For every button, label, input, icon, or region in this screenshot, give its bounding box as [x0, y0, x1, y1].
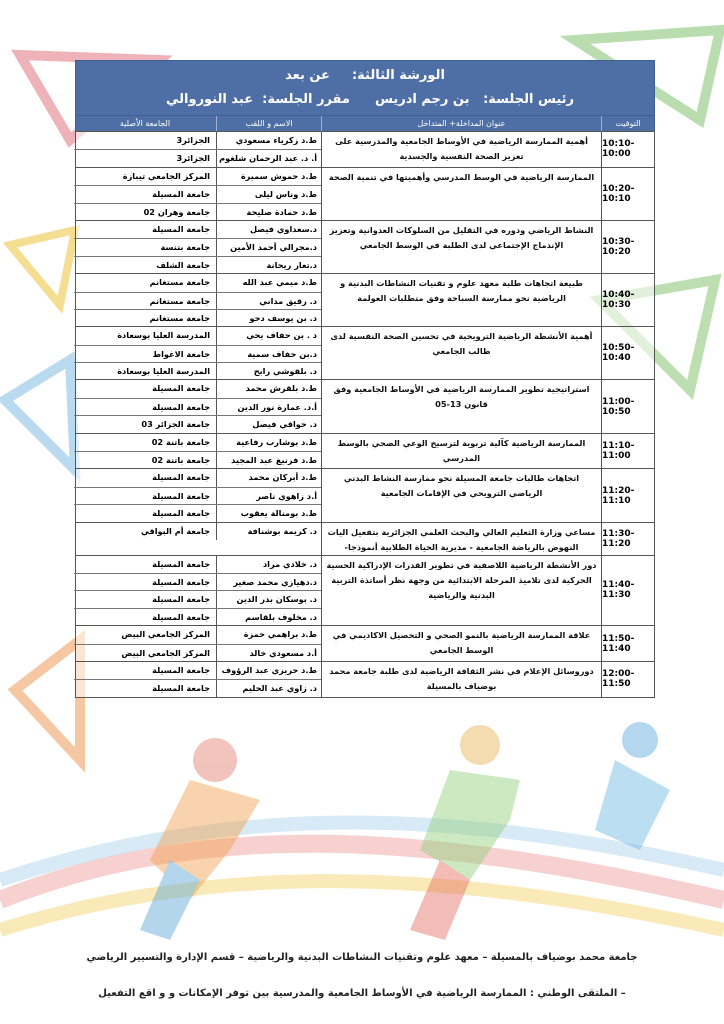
presenter-name: ط.د حريزي عبد الرؤوف: [216, 662, 321, 679]
presenter-university: جامعة المسيلة: [152, 401, 210, 412]
presenter-university: جامعة المسيلة: [152, 683, 210, 694]
presenter-name: د. كريمة بوشنافة: [216, 523, 321, 540]
session-time: 11:40-11:30: [601, 556, 654, 626]
presenter-row: [74, 487, 321, 504]
presenter-university: جامعة المسيلة: [152, 558, 210, 569]
session-title: دوروسائل الإعلام في نشر الثقافة الرياضية لدى طلبة جامعة محمد بوضياف بالمسيلة: [321, 662, 601, 697]
presenter-name: د.دهيازي محمد صغير: [216, 574, 321, 590]
session-row: [76, 379, 654, 432]
presenter-row: [74, 149, 321, 166]
presenter-name: ط.د بلقرش محمد: [216, 380, 321, 397]
presenter-row: [74, 451, 321, 468]
presenter-row: [74, 309, 321, 326]
session-title: استراتيجية تطوير الممارسة الرياضية في الأوساط الجامعية وفق قانون 13-05: [321, 380, 601, 432]
session-presenters: [74, 380, 321, 432]
decor-ribbon-yellow: [0, 881, 724, 930]
session-row: [76, 273, 654, 326]
session-time: 11:10-11:00: [601, 434, 654, 469]
col-header-university: الجامعة الأصلية: [119, 119, 171, 128]
presenter-university: جامعة المسيلة: [152, 508, 210, 519]
presenter-row: [74, 573, 321, 590]
session-row: [76, 167, 654, 220]
decor-athlete-center: [410, 725, 520, 940]
session-time: 10:20-10:10: [601, 168, 654, 220]
presenter-university: المركز الجامعي تيبازة: [122, 170, 210, 181]
presenter-university: جامعة مستغانم: [149, 295, 210, 306]
presenter-university: الجزائر3: [176, 135, 210, 145]
session-row: [76, 468, 654, 521]
presenter-university: جامعة أم البواقي: [141, 525, 210, 536]
session-row: [76, 522, 654, 555]
session-title: الممارسة الرياضية في الوسط المدرسي وأهميتها في تنمية الصحة: [321, 168, 601, 220]
decor-athlete-right: [595, 722, 670, 850]
session-time: 11:30-11:20: [601, 523, 654, 555]
presenter-row: [74, 662, 321, 679]
presenter-name: أ.د زاهوي ناصر: [216, 488, 321, 504]
presenter-row: [74, 327, 321, 344]
session-presenters: [74, 556, 321, 626]
presenter-university: جامعة المسيلة: [152, 576, 210, 587]
presenter-row: [74, 608, 321, 625]
presenter-name: ط.د بومنالة يعقوب: [216, 505, 321, 521]
presenter-name: أ.د. عمارة نور الدين: [216, 399, 321, 415]
decor-ribbon-red: [0, 844, 724, 900]
presenter-name: أ.د مسعودي خالد: [216, 645, 321, 661]
presenter-name: ط.د براهمي حمزة: [216, 626, 321, 643]
presenter-name: د.سعداوي فيصل: [216, 221, 321, 238]
session-presenters: [74, 168, 321, 220]
session-time: 10:30-10:20: [601, 221, 654, 273]
session-presenters: [74, 662, 321, 697]
session-presenters: [74, 274, 321, 326]
presenter-university: جامعة المسيلة: [152, 664, 210, 675]
presenter-university: المركز الجامعي البيض: [121, 647, 210, 658]
col-header-name: الاسم و اللقب: [216, 116, 321, 131]
presenter-row: [74, 504, 321, 521]
presenter-row: [74, 132, 321, 149]
presenter-university: جامعة المسيلة: [152, 594, 210, 605]
presenter-name: ط.د فرنيغ عبد المجيد: [216, 452, 321, 468]
presenter-name: د. بن يوسف دحو: [216, 310, 321, 326]
session-presenters: [74, 434, 321, 469]
session-title: الممارسة الرياضية كآلية تربوية لترسيخ الوعي الصحي بالوسط المدرسي: [321, 434, 601, 469]
session-presenters: [74, 523, 321, 555]
session-row: [76, 220, 654, 273]
presenter-university: جامعة المسيلة: [152, 383, 210, 394]
decor-ribbon-blue: [0, 823, 724, 881]
decor-triangle-blue: [5, 360, 75, 470]
presenter-university: المدرسة العليا بوسعادة: [117, 330, 210, 341]
presenter-row: [74, 398, 321, 415]
session-row: [76, 131, 654, 167]
session-presenters: [74, 469, 321, 521]
column-headers: [75, 116, 655, 131]
workshop-label: الورشة الثالثة:: [351, 68, 445, 83]
session-presenters: [74, 626, 321, 661]
session-title: طبيعة اتجاهات طلبة معهد علوم و تقنيات النشاطات البدنية و الرياضية نحو ممارسة السباحة وفق متطلبات العولمة: [321, 274, 601, 326]
presenter-university: جامعة بتنسة: [160, 242, 210, 253]
session-title: علاقة الممارسة الرياضية بالنمو الصحي و التحصيل الاكاديمي في الوسط الجامعي: [321, 626, 601, 661]
presenter-university: جامعة الشلف: [156, 259, 210, 270]
presenter-name: د.تعار ريحانة: [216, 257, 321, 273]
presenter-name: د . بن حفاف يحي: [216, 327, 321, 344]
session-row: [76, 433, 654, 469]
presenter-row: [74, 590, 321, 607]
presenter-row: [74, 221, 321, 238]
presenter-name: ط.د زكرياء مسعودي: [216, 132, 321, 149]
presenter-row: [74, 362, 321, 379]
decor-triangle-yellow: [10, 230, 75, 305]
col-header-title: عنوان المداخلة+ المتداخل: [321, 116, 601, 131]
presenter-row: [74, 523, 321, 540]
decor-triangle-orange: [15, 640, 80, 760]
session-presenters: [74, 221, 321, 273]
presenter-name: د. رقيق مداني: [216, 293, 321, 309]
session-row: [76, 555, 654, 626]
session-time: 11:00-10:50: [601, 380, 654, 432]
presenter-university: جامعة المسيلة: [152, 611, 210, 622]
presenter-name: د. بلقوشي رابح: [216, 363, 321, 379]
session-presenters: [74, 327, 321, 379]
decor-athlete-left: [140, 738, 260, 940]
presenter-name: د.بن حفاف سمية: [216, 346, 321, 362]
session-title: النشاط الرياضي ودوره في التقليل من السلوكات العدوانية وتعزيز الإندماج الإجتماعي لدى الطلبة في الوسط الجامعي: [321, 221, 601, 273]
session-title: دور الأنشطة الرياضية اللاصفية في تطوير القدرات الإدراكية الحسية الحركية لدى تلاميذ المرحلة الابتدائية من وجهة نظر أساتذة التربية البدنية والرياضية: [321, 556, 601, 626]
presenter-row: [74, 185, 321, 202]
presenter-row: [74, 168, 321, 185]
presenter-university: جامعة المسيلة: [152, 189, 210, 200]
session-row: [76, 326, 654, 379]
session-rapporteur: مقرر الجلسة: عبد النوروالي: [166, 92, 350, 107]
workshop-header: [75, 60, 655, 116]
session-time: 12:00-11:50: [601, 662, 654, 697]
session-time: 11:50-11:40: [601, 626, 654, 661]
footer-institution: جامعة محمد بوضياف بالمسيلة – معهد علوم وتقنيات النشاطات البدنية والرياضية – قسم الإدارة والتسيير الرياضي: [86, 952, 638, 963]
session-time: 10:40-10:30: [601, 274, 654, 326]
session-chair: رئيس الجلسة: بن رجم ادريس: [374, 92, 574, 107]
presenter-university: جامعة مستغانم: [149, 277, 210, 288]
presenter-row: [74, 203, 321, 220]
presenter-name: ط.د أبركان محمد: [216, 469, 321, 486]
presenter-row: [74, 345, 321, 362]
session-title: أهمية الممارسة الرياضية في الأوساط الجامعية والمدرسية على تعزيز الصحة النفسية والجسدية: [321, 132, 601, 167]
presenter-university: جامعة الجزائر 03: [141, 419, 210, 430]
presenter-name: ط.د حموش سميرة: [216, 168, 321, 185]
col-header-time: التوقيت: [601, 116, 654, 131]
presenter-university: المركز الجامعي البيض: [121, 629, 210, 640]
presenter-university: جامعة باتنة 02: [151, 436, 210, 447]
presenter-university: جامعة وهران 02: [143, 206, 210, 217]
presenter-university: جامعة المسيلة: [152, 223, 210, 234]
presenter-university: جامعة المسيلة: [152, 472, 210, 483]
session-title: اتجاهات طالبات جامعة المسيلة نحو ممارسة النشاط البدني الرياضي الترويحي في الإقامات الجامعية: [321, 469, 601, 521]
presenter-university: المدرسة العليا بوسعادة: [117, 366, 210, 377]
presenter-row: [74, 292, 321, 309]
presenter-name: ط.د ميمي عبد الله: [216, 274, 321, 291]
schedule-table: [75, 60, 655, 698]
presenter-name: أ. د. عبد الرحمان شلغوم: [216, 150, 321, 166]
presenter-row: [74, 415, 321, 432]
session-row: [76, 625, 654, 661]
session-time: 11:20-11:10: [601, 469, 654, 521]
presenter-university: جامعة باتنة 02: [151, 455, 210, 466]
presenter-row: [74, 274, 321, 291]
session-title: أهمية الأنشطة الرياضية الترويحية في تحسين الصحة النفسية لدى طالب الجامعي: [321, 327, 601, 379]
presenter-row: [74, 238, 321, 255]
presenter-university: جامعة الاغواط: [152, 348, 210, 359]
session-officers-line: [86, 92, 644, 107]
presenter-name: د. خلادي مراد: [216, 556, 321, 573]
presenter-name: د. بوسكان بدر الدين: [216, 591, 321, 607]
session-row: [76, 661, 654, 697]
presenter-row: [74, 434, 321, 451]
presenter-university: الجزائر3: [176, 153, 210, 164]
presenter-row: [74, 679, 321, 696]
session-time: 10:50-10:40: [601, 327, 654, 379]
workshop-mode: عن بعد: [285, 68, 330, 83]
presenter-name: د. زاوي عبد الحليم: [216, 680, 321, 696]
presenter-name: د. مخلوف بلقاسم: [216, 609, 321, 625]
session-time: 10:10-10:00: [601, 132, 654, 167]
sessions-body: [75, 131, 655, 698]
presenter-name: د.مجرالي أحمد الأمين: [216, 239, 321, 255]
workshop-title-line: [76, 68, 654, 83]
presenter-name: د. حواقي فيصل: [216, 416, 321, 432]
presenter-row: [74, 556, 321, 573]
presenter-university: جامعة مستغانم: [149, 312, 210, 323]
presenter-row: [74, 626, 321, 643]
session-title: مساعي وزارة التعليم العالي والبحث العلمي الجزائرية بتفعيل اليات النهوض بالرياضة الجامعية - مديرية الحياة الطلابية أنموذجا-: [321, 523, 601, 555]
presenter-row: [74, 256, 321, 273]
presenter-name: ط.د وناس ليلى: [216, 186, 321, 202]
presenter-row: [74, 644, 321, 661]
presenter-row: [74, 469, 321, 486]
footer-conference: – الملتقى الوطني : الممارسة الرياضية في الأوساط الجامعية والمدرسية بين توفر الإمكانات و و اقع التفعيل: [98, 988, 626, 999]
presenter-name: ط.د حمادة صليحة: [216, 204, 321, 220]
session-presenters: [74, 132, 321, 167]
presenter-university: جامعة المسيلة: [152, 490, 210, 501]
presenter-name: ط.د بوشارب رفاعية: [216, 434, 321, 451]
presenter-row: [74, 380, 321, 397]
